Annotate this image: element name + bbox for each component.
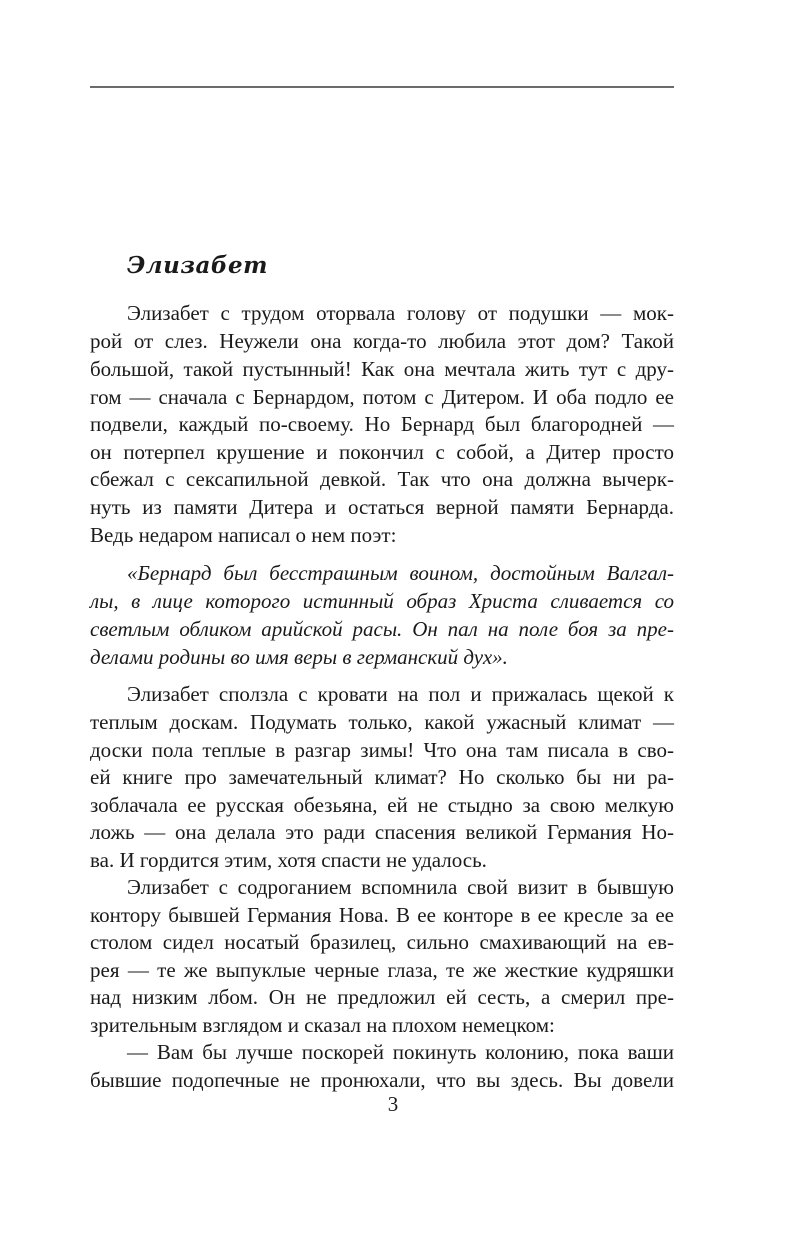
- quote-line: делами родины во имя веры в германский дух».: [90, 644, 508, 669]
- text-line: ей книге про замечательный климат? Но сколько бы ни ра-: [90, 764, 674, 789]
- text-line: столом сидел носатый бразилец, сильно смахивающий на ев-: [90, 929, 674, 954]
- text-line: зрительным взглядом и сказал на плохом немецком:: [90, 1012, 555, 1037]
- text-line: доски пола теплые в разгар зимы! Что она там писала в сво-: [90, 737, 674, 762]
- page-number: 3: [387, 1092, 399, 1116]
- text-line: он потерпел крушение и покончил с собой, а Дитер просто: [90, 439, 674, 464]
- chapter-heading: Элизабет: [127, 252, 269, 279]
- text-line: рея — те же выпуклые черные глаза, те же жесткие кудряшки: [90, 957, 674, 982]
- text-line: подвели, каждый по-своему. Но Бернард был благородней —: [90, 412, 674, 436]
- quote-line: лы, в лице которого истинный образ Христа сливается со: [90, 588, 674, 613]
- quote-line: светлым обликом арийской расы. Он пал на поле боя за пре-: [90, 616, 674, 641]
- header-rule: [90, 86, 674, 88]
- text-line: сбежал с сексапильной девкой. Так что она должна вычерк-: [90, 467, 674, 492]
- text-line: Ведь недаром написал о нем поэт:: [90, 523, 397, 547]
- text-line: гом — сначала с Бернардом, потом с Дитером. И оба подло ее: [90, 384, 674, 409]
- text-line: контору бывшей Германия Нова. В ее конторе в ее кресле за ее: [90, 902, 674, 927]
- text-line: ва. И гордится этим, хотя спасти не удалось.: [90, 847, 487, 872]
- text-line: — Вам бы лучше поскорей покинуть колонию, пока ваши: [127, 1040, 674, 1064]
- text-line: Элизабет сползла с кровати на пол и прижалась щекой к: [127, 682, 674, 707]
- text-line: над низким лбом. Он не предложил ей сесть, а смерил пре-: [90, 985, 674, 1009]
- text-line: ложь — она делала это ради спасения великой Германия Но-: [90, 819, 674, 844]
- text-line: бывшие подопечные не пронюхали, что вы здесь. Вы довели: [90, 1068, 674, 1092]
- text-line: Элизабет с содроганием вспомнила свой визит в бывшую: [127, 874, 674, 899]
- text-line: большой, такой пустынный! Как она мечтала жить тут с дру-: [90, 356, 674, 381]
- text-line: рой от слез. Неужели она когда-то любила этот дом? Такой: [90, 329, 674, 353]
- quote-line: «Бернард был бесстрашным воином, достойным Валгал-: [127, 560, 674, 585]
- text-line: нуть из памяти Дитера и остаться верной памяти Бернарда.: [90, 495, 674, 519]
- text-line: Элизабет с трудом оторвала голову от подушки — мок-: [127, 301, 674, 325]
- text-line: зоблачала ее русская обезьяна, ей не стыдно за свою мелкую: [90, 792, 674, 817]
- text-line: теплым доскам. Подумать только, какой ужасный климат —: [90, 710, 674, 735]
